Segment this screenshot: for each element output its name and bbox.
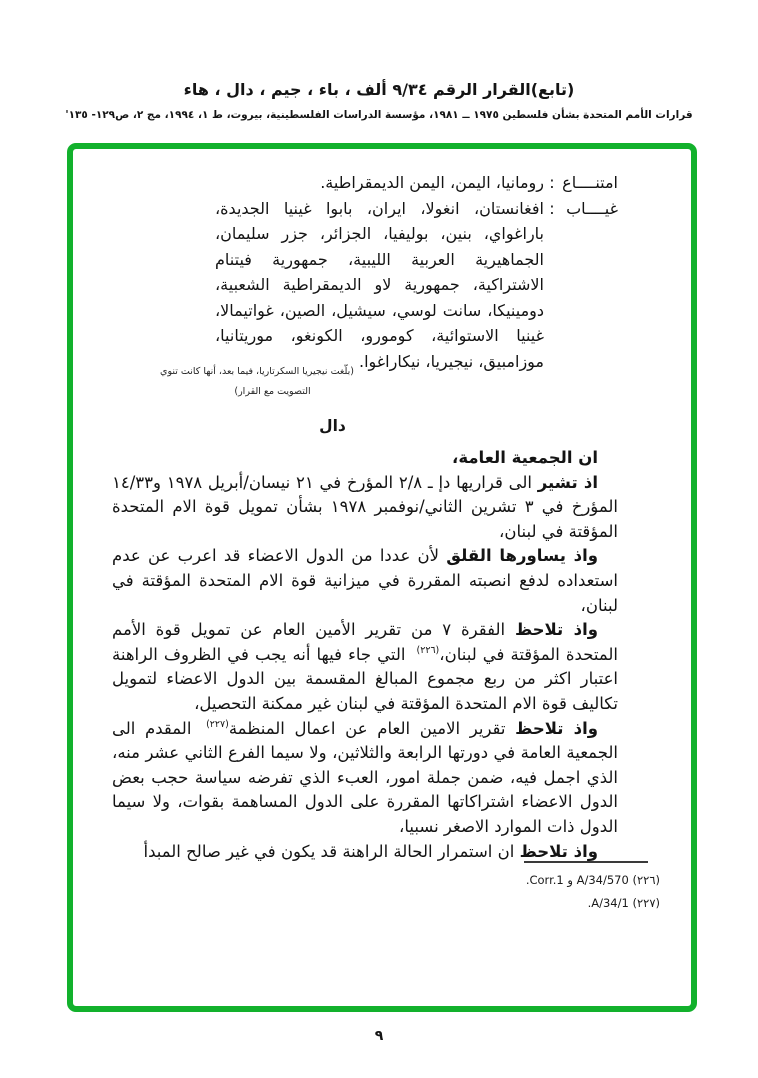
paragraph-text: التي جاء فيها أنه يجب في الظروف الراهنة اعتبار اكثر من ربع مجموع المبالغ المقسمة بين الدول الاعضاء لتمويل تكاليف قوة الام المتحدة المؤقتة في لبنان غير ممكنة التحصيل، — [112, 644, 618, 713]
attendance-separator: : — [549, 198, 555, 218]
resolution-title: (تابع)القرار الرقم ٩/٣٤ ألف ، باء ، جيم ، دال ، هاء — [183, 80, 575, 99]
paragraph — [112, 471, 618, 545]
secretariat-note-line: التصويت مع القرار) — [234, 386, 311, 397]
paragraph-text: المقدم الى الجمعية العامة في دورتها الرابعة والثلاثين، ولا سيما الفرع الثاني عشر منه، الذي اجمل فيه، ضمن جملة امور، العبء الذي تفرضه سياسة حجب بعض الدول الاعضاء اشتراكاتها المقررة على الدول المساهمة بقوات، ولا سيما الدول ذات الموارد الاصغر نسبيا، — [112, 718, 618, 836]
footnote: (٢٢٧) A/34/1. — [587, 896, 660, 910]
paragraph-text: الى قراريها دإ ـ ٢/٨ المؤرخ في ٢١ نيسان/أبريل ١٩٧٨ و١٤/٣٣ المؤرخ في ٣ تشرين الثاني/نوفمبر ١٩٧٨ بشأن تمويل قوة الام المتحدة المؤقتة في لبنان، — [112, 472, 618, 541]
footnote-marker: (٢٢٦) — [416, 645, 440, 657]
section-heading: دال — [319, 417, 346, 435]
source-citation: قرارات الأمم المتحدة بشأن فلسطين ١٩٧٥ ــ ١٩٨١، مؤسسة الدراسات الفلسطينية، بيروت، ط ١، ١٩٩٤، مج ٢، ص١٢٩- ١٣٥' — [65, 109, 693, 121]
attendance-entry — [215, 170, 618, 196]
attendance-separator: : — [549, 173, 555, 192]
secretariat-note — [160, 362, 354, 402]
paragraph — [112, 717, 618, 840]
attendance-label: امتنــــاع — [562, 173, 618, 192]
paragraph-text: لأن عددا من الدول الاعضاء قد اعرب عن عدم استعداده لدفع انصبته المقررة في ميزانية قوة الام المتحدة المؤقتة في لبنان، — [112, 546, 618, 615]
paragraph-leadin: واذ تلاحظ — [519, 841, 598, 861]
footnote-list — [526, 869, 660, 915]
attendance-entry — [215, 196, 618, 375]
attendance-countries: افغانستان، انغولا، ايران، بابوا غينيا الجديدة، باراغواي، بنين، بوليفيا، الجزائر، جزر سليمان، الجماهيرية العربية الليبية، جمهورية فيتنام الاشتراكية، جمهورية لاو الديمقراطية الشعبية، دومينيكا، سانت لوسي، سيشيل، الصين، غواتيمالا، غينيا الاستوائية، كومورو، الكونغو، موريتانيا، موزامبيق، نيجيريا، نيكاراغوا. — [215, 198, 544, 371]
attendance-list — [215, 170, 618, 374]
paragraph — [112, 446, 618, 471]
paragraph-text: تقرير الامين العام عن اعمال المنظمة — [228, 718, 516, 738]
paragraph-leadin: اذ تشير — [537, 472, 599, 492]
attendance-countries: رومانيا، اليمن، اليمن الديمقراطية. — [320, 173, 544, 192]
paragraph-leadin: واذ تلاحظ — [514, 620, 598, 640]
footnote: (٢٢٦) A/34/570 و Corr.1. — [525, 873, 660, 887]
paragraph-leadin: واذ يساورها القلق — [446, 546, 598, 566]
paragraph-leadin: ان الجمعية العامة، — [452, 448, 598, 467]
footnote-marker: (٢٢٧) — [206, 719, 229, 731]
attendance-label: غيــــاب — [566, 198, 618, 218]
paragraph — [112, 544, 618, 618]
footnote-divider — [524, 861, 648, 863]
paragraph-text: الفقرة ٧ من تقرير الأمين العام عن تمويل قوة الأمم المتحدة المؤقتة في لبنان، — [112, 620, 618, 664]
paragraph-text: ان استمرار الحالة الراهنة قد يكون في غير صالح المبدأ — [143, 841, 520, 861]
secretariat-note-line: (بلّغت نيجيريا السكرتاريا، فيما بعد، أنها كانت تنوي — [160, 366, 354, 377]
resolution-paragraphs — [112, 446, 618, 864]
page-number: ٩ — [374, 1028, 384, 1044]
paragraph — [112, 618, 618, 716]
paragraph-leadin: واذ تلاحظ — [515, 718, 598, 738]
